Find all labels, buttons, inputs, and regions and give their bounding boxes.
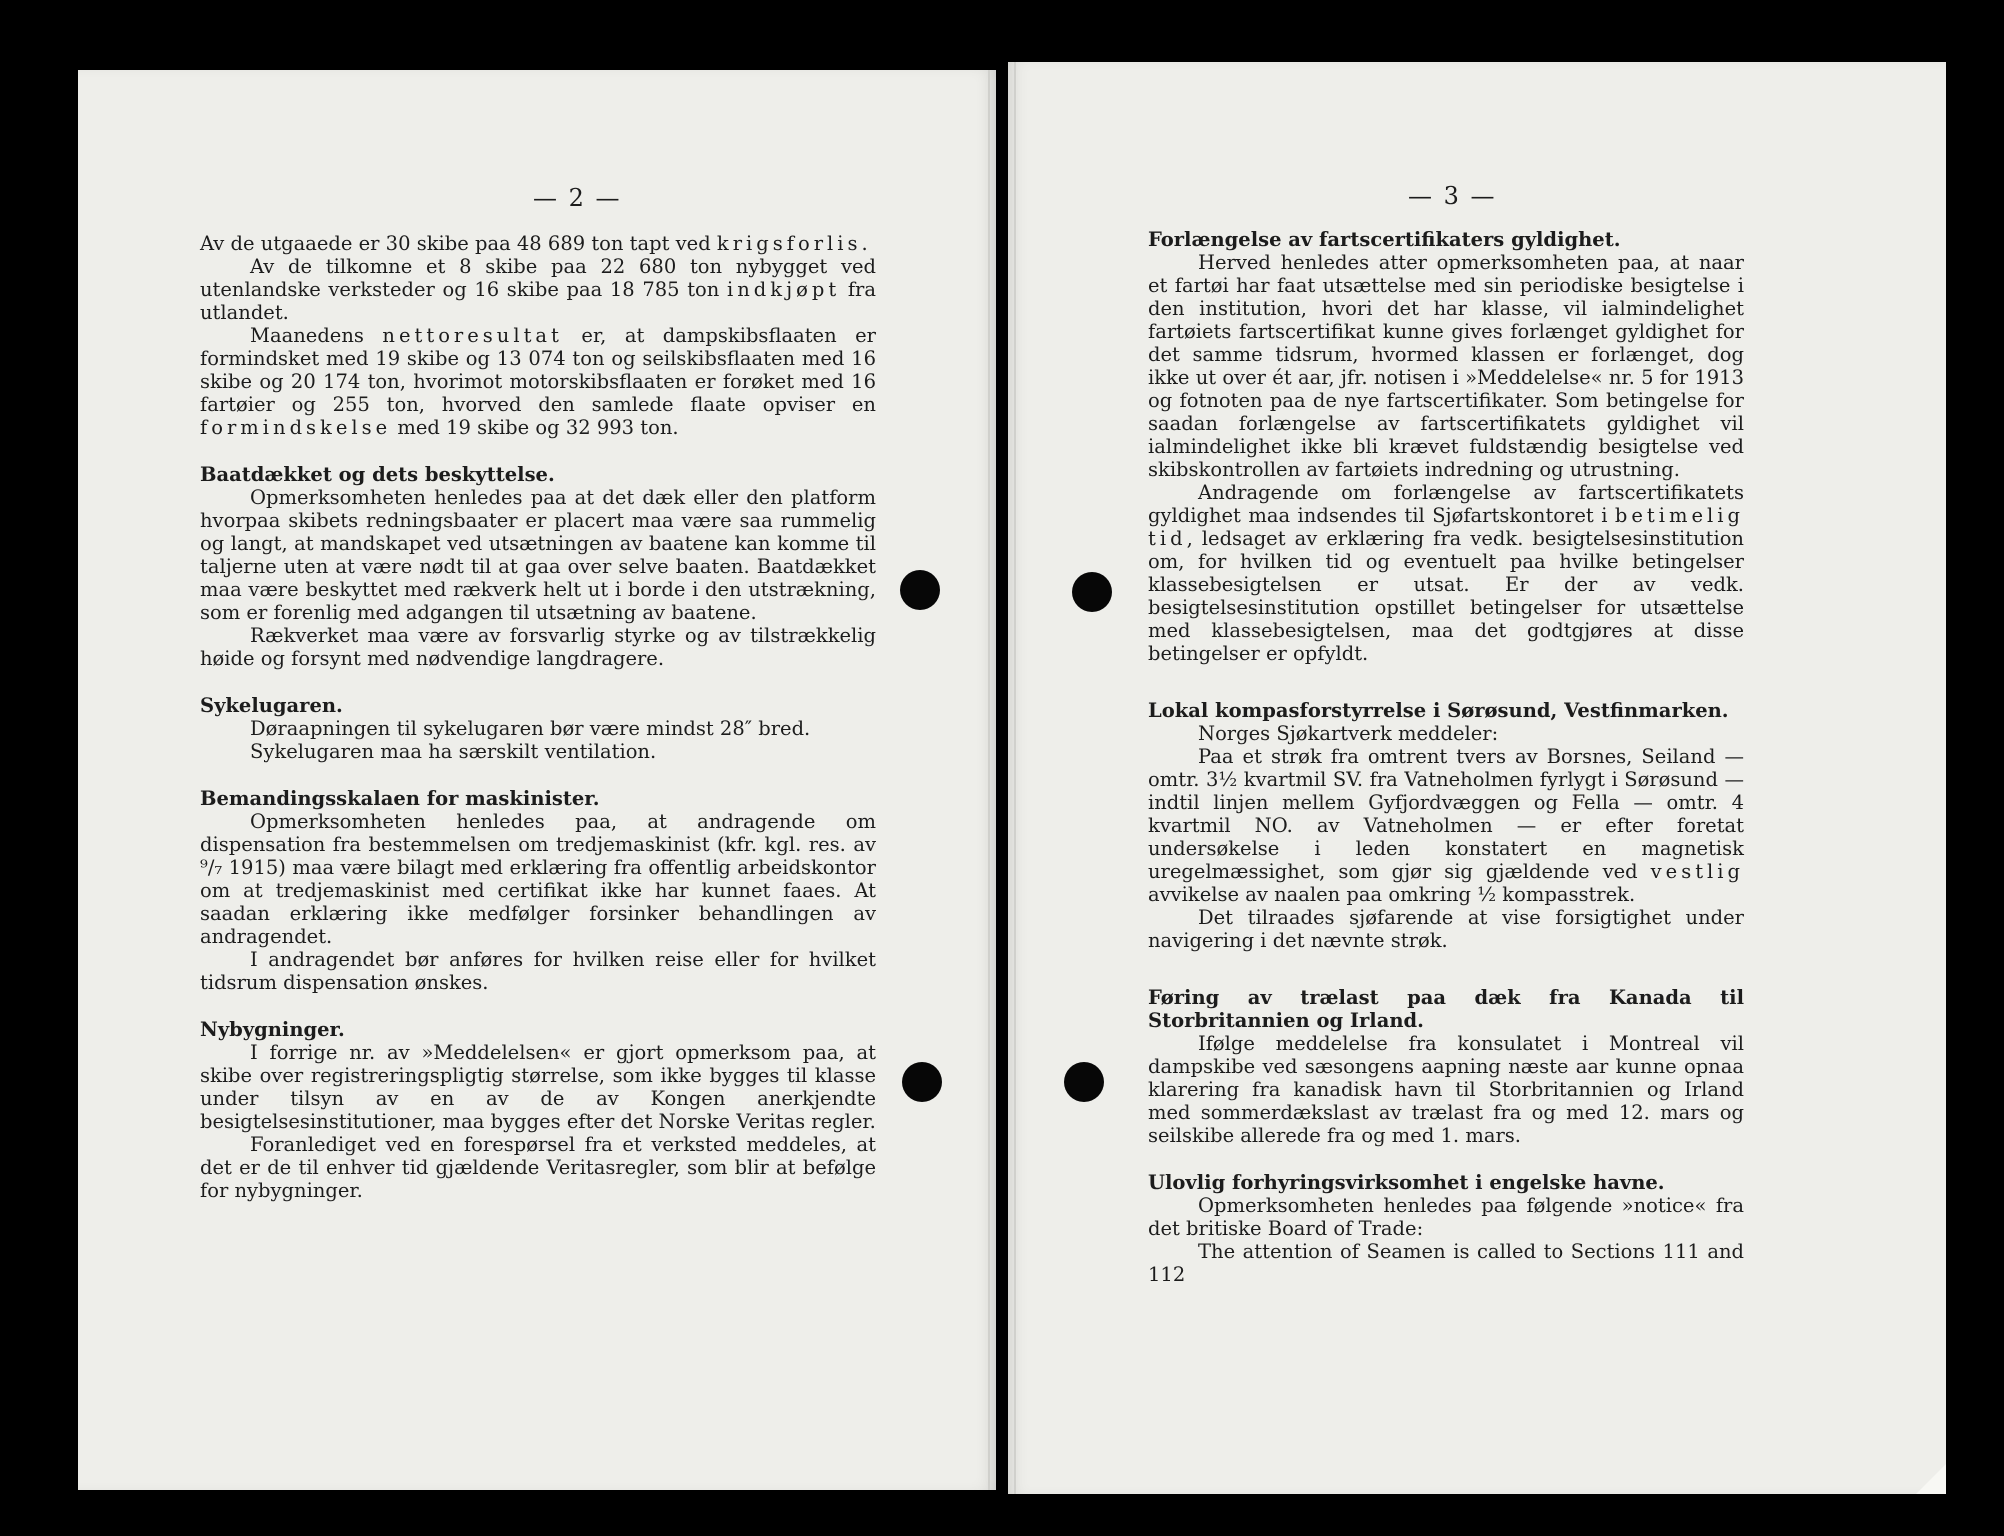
folded-corner: [1916, 1464, 1946, 1494]
paragraph: Andragende om forlængelse av fartscertifikatets gyldighet maa indsendes til Sjøfartskontoret i betimelig tid, ledsaget av erklæring fra vedk. besigtelsesinstitution om, for hvilken tid og eventuelt paa hvilke betingelser klassebesigtelsen er utsat. Er der av vedk. besigtelsesinstitution opstillet betingelser for utsættelse med klassebesigtelsen, maa det godtgjøres at disse betingelser er opfyldt.: [1148, 481, 1744, 665]
paragraph: Opmerksomheten henledes paa følgende »notice« fra det britiske Board of Trade:: [1148, 1194, 1744, 1240]
section-heading: Nybygninger.: [200, 1018, 345, 1041]
section-spacer: [200, 670, 876, 694]
section-heading: Baatdækket og dets beskyttelse.: [200, 463, 555, 486]
section-spacer: [200, 439, 876, 463]
punch-hole: [1072, 572, 1112, 612]
spaced-emphasis: betimelig tid: [1148, 504, 1744, 550]
paragraph: Rækverket maa være av forsvarlig styrke og av tilstrækkelig høide og forsynt med nødvendige langdragere.: [200, 624, 876, 670]
paragraph: Opmerksomheten henledes paa, at andragende om dispensation fra bestemmelsen om tredjemaskinist (kfr. kgl. res. av ⁹/₇ 1915) maa være bilagt med erklæring fra offentlig arbeidskontor om at tredjemaskinist med certifikat ikke har kunnet faaes. At saadan erklæring ikke medfølger forsinker behandlingen av andragendet.: [200, 810, 876, 948]
punch-hole: [900, 570, 940, 610]
section-heading: Sykelugaren.: [200, 694, 343, 717]
section-heading: Forlængelse av fartscertifikaters gyldighet.: [1148, 228, 1621, 251]
paragraph: Døraapningen til sykelugaren bør være mindst 28″ bred.: [250, 717, 811, 740]
page-edge: [1014, 62, 1016, 1494]
left-text-column: [200, 232, 876, 1202]
paragraph: I andragendet bør anføres for hvilken reise eller for hvilket tidsrum dispensation ønskes.: [200, 948, 876, 994]
paragraph: Sykelugaren maa ha særskilt ventilation.: [250, 740, 657, 763]
spaced-emphasis: nettoresultat: [382, 324, 563, 347]
section-spacer: [1148, 1147, 1744, 1171]
paragraph: The attention of Seamen is called to Sections 111 and 112: [1148, 1240, 1744, 1286]
page-number-left: — 2 —: [533, 184, 622, 212]
paragraph: Av de utgaaede er 30 skibe paa 48 689 ton tapt ved krigsforlis.: [200, 232, 872, 255]
punch-hole: [1064, 1062, 1104, 1102]
section-heading: Føring av trælast paa dæk fra Kanada til Storbritannien og Irland.: [1148, 986, 1744, 1032]
paragraph: Paa et strøk fra omtrent tvers av Borsnes, Seiland — omtr. 3½ kvartmil SV. fra Vatneholmen fyrlygt i Sørøsund — indtil linjen mellem Gyfjordvæggen og Fella — omtr. 4 kvartmil NO. av Vatneholmen — er efter foretat undersøkelse i leden konstatert en magnetisk uregelmæssighet, som gjør sig gjældende ved vestlig avvikelse av naalen paa omkring ½ kompasstrek.: [1148, 745, 1744, 906]
page-edge: [988, 70, 990, 1490]
paragraph: Herved henledes atter opmerksomheten paa, at naar et fartøi har faat utsættelse med sin periodiske besigtelse i den institution, hvori det har klasse, vil ialmindelighet fartøiets fartscertifikat kunne gives forlænget gyldighet for det samme tidsrum, hvormed klassen er forlænget, dog ikke ut over ét aar, jfr. notisen i »Meddelelse« nr. 5 for 1913 og fotnoten paa de nye fartscertifikater. Som betingelse for saadan forlængelse av fartscertifikatets gyldighet vil ialmindelighet ikke bli krævet fuldstændig besigtelse ved skibskontrollen av fartøiets indredning og utrustning.: [1148, 251, 1744, 481]
section-heading: Lokal kompasforstyrrelse i Sørøsund, Vestfinmarken.: [1148, 699, 1729, 722]
section-heading: Ulovlig forhyringsvirksomhet i engelske havne.: [1148, 1171, 1665, 1194]
paragraph: Foranlediget ved en forespørsel fra et verksted meddeles, at det er de til enhver tid gjældende Veritasregler, som blir at befølge for nybygninger.: [200, 1133, 876, 1202]
section-spacer: [200, 994, 876, 1018]
paragraph: Det tilraades sjøfarende at vise forsigtighet under navigering i det nævnte strøk.: [1148, 906, 1744, 952]
section-spacer: [1148, 952, 1744, 986]
punch-hole: [902, 1062, 942, 1102]
paragraph: Ifølge meddelelse fra konsulatet i Montreal vil dampskibe ved sæsongens aapning næste aar kunne opnaa klarering fra kanadisk havn til Storbritannien og Irland med sommerdækslast av trælast fra og med 12. mars og seilskibe allerede fra og med 1. mars.: [1148, 1032, 1744, 1147]
right-text-column: [1148, 228, 1744, 1286]
spaced-emphasis: krigsforlis.: [716, 232, 872, 255]
paragraph: Av de tilkomne et 8 skibe paa 22 680 ton nybygget ved utenlandske verksteder og 16 skibe paa 18 785 ton indkjøpt fra utlandet.: [200, 255, 876, 324]
page-number-right: — 3 —: [1408, 182, 1497, 210]
section-spacer: [200, 763, 876, 787]
section-spacer: [1148, 665, 1744, 699]
section-heading: Bemandingsskalaen for maskinister.: [200, 787, 600, 810]
paragraph: I forrige nr. av »Meddelelsen« er gjort opmerksom paa, at skibe over registreringspligtig størrelse, som ikke bygges til klasse under tilsyn av en av de av Kongen anerkjendte besigtelsesinstitutioner, maa bygges efter det Norske Veritas regler.: [200, 1041, 876, 1133]
spaced-emphasis: vestlig: [1650, 860, 1744, 883]
spaced-emphasis: formindskelse: [200, 416, 392, 439]
spaced-emphasis: indkjøpt: [726, 278, 841, 301]
paragraph: Maanedens nettoresultat er, at dampskibsflaaten er formindsket med 19 skibe og 13 074 ton og seilskibsflaaten med 16 skibe og 20 174 ton, hvorimot motorskibsflaaten er forøket med 16 fartøier og 255 ton, hvorved den samlede flaate opviser en formindskelse med 19 skibe og 32 993 ton.: [200, 324, 877, 439]
paragraph: Norges Sjøkartverk meddeler:: [1198, 722, 1499, 745]
paragraph: Opmerksomheten henledes paa at det dæk eller den platform hvorpaa skibets redningsbaater er placert maa være saa rummelig og langt, at mandskapet ved utsætningen av baatene kan komme til taljerne uten at være nødt til at gaa over selve baaten. Baatdækket maa være beskyttet med rækverk helt ut i borde i den utstrækning, som er forenlig med adgangen til utsætning av baatene.: [200, 486, 876, 624]
